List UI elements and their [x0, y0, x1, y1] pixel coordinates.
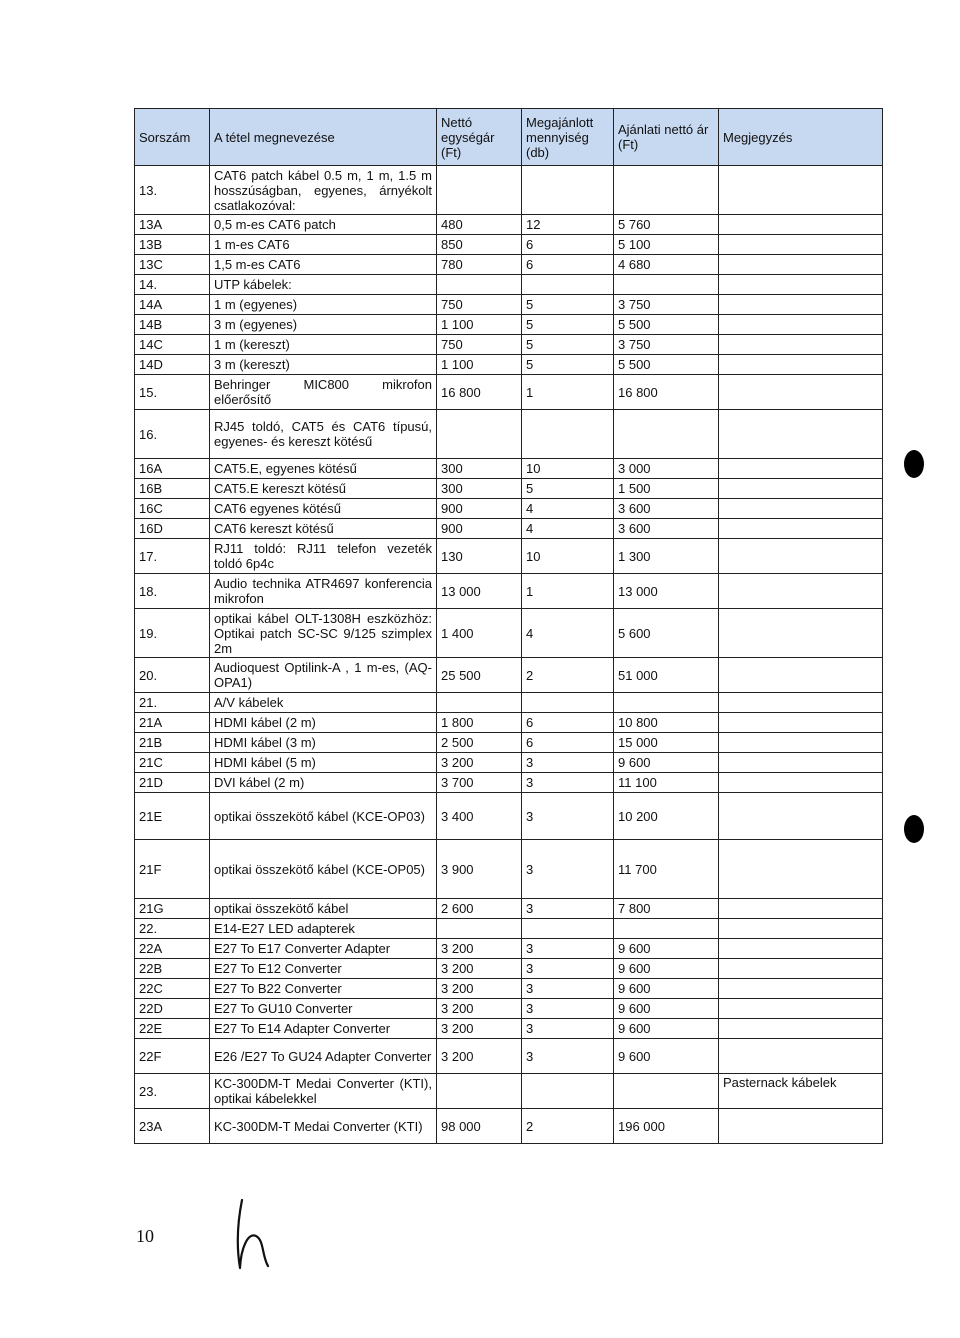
cell-name: E14-E27 LED adapterek [210, 919, 437, 939]
cell-offer-price [614, 919, 719, 939]
table-row [135, 1074, 883, 1109]
cell-note [719, 215, 883, 235]
cell-note [719, 255, 883, 275]
cell-offer-price [614, 693, 719, 713]
header-quantity: Megajánlott mennyiség (db) [522, 109, 614, 166]
cell-id: 22A [135, 939, 210, 959]
table-row [135, 479, 883, 499]
cell-quantity: 5 [522, 315, 614, 335]
cell-note [719, 410, 883, 459]
cell-unit-price: 3 200 [437, 979, 522, 999]
cell-quantity: 6 [522, 733, 614, 753]
header-row [135, 109, 883, 166]
table-row [135, 840, 883, 899]
cell-offer-price: 15 000 [614, 733, 719, 753]
cell-unit-price: 780 [437, 255, 522, 275]
header-unit-price: Nettó egységár (Ft) [437, 109, 522, 166]
cell-offer-price: 5 500 [614, 315, 719, 335]
cell-offer-price: 3 600 [614, 499, 719, 519]
handwritten-signature-icon [228, 1196, 278, 1272]
cell-name: DVI kábel (2 m) [210, 773, 437, 793]
cell-name: 1,5 m-es CAT6 [210, 255, 437, 275]
header-offer-price: Ajánlati nettó ár (Ft) [614, 109, 719, 166]
cell-id: 13C [135, 255, 210, 275]
table-row [135, 1109, 883, 1144]
cell-quantity: 3 [522, 979, 614, 999]
cell-quantity: 1 [522, 375, 614, 410]
cell-offer-price [614, 1074, 719, 1109]
cell-quantity: 10 [522, 539, 614, 574]
cell-unit-price: 3 900 [437, 840, 522, 899]
cell-name: Behringer MIC800 mikrofon előerősítő [210, 375, 437, 410]
cell-note [719, 693, 883, 713]
cell-id: 14D [135, 355, 210, 375]
cell-offer-price: 5 600 [614, 609, 719, 658]
cell-note [719, 375, 883, 410]
cell-quantity: 6 [522, 713, 614, 733]
cell-name: 0,5 m-es CAT6 patch [210, 215, 437, 235]
cell-quantity: 1 [522, 574, 614, 609]
cell-note [719, 1039, 883, 1074]
cell-unit-price: 3 200 [437, 753, 522, 773]
table-row [135, 773, 883, 793]
cell-name: RJ45 toldó, CAT5 és CAT6 típusú, egyenes- és kereszt kötésű [210, 410, 437, 459]
page-number: 10 [136, 1226, 154, 1246]
cell-id: 21C [135, 753, 210, 773]
cell-unit-price: 480 [437, 215, 522, 235]
cell-offer-price: 16 800 [614, 375, 719, 410]
cell-id: 13B [135, 235, 210, 255]
cell-quantity: 3 [522, 1039, 614, 1074]
signature [228, 1196, 278, 1277]
cell-offer-price: 1 500 [614, 479, 719, 499]
header-note: Megjegyzés [719, 109, 883, 166]
cell-offer-price: 51 000 [614, 658, 719, 693]
table-row [135, 793, 883, 840]
cell-note [719, 1109, 883, 1144]
cell-name: 1 m (kereszt) [210, 335, 437, 355]
table-row [135, 235, 883, 255]
cell-quantity: 4 [522, 609, 614, 658]
cell-note [719, 919, 883, 939]
cell-offer-price: 4 680 [614, 255, 719, 275]
cell-id: 21B [135, 733, 210, 753]
cell-id: 23. [135, 1074, 210, 1109]
cell-id: 21. [135, 693, 210, 713]
table-row [135, 519, 883, 539]
header-id: Sorszám [135, 109, 210, 166]
cell-note [719, 539, 883, 574]
table-row [135, 539, 883, 574]
cell-offer-price [614, 275, 719, 295]
cell-quantity: 4 [522, 499, 614, 519]
cell-name: CAT6 egyenes kötésű [210, 499, 437, 519]
table-row [135, 609, 883, 658]
cell-name: E27 To E12 Converter [210, 959, 437, 979]
cell-offer-price: 9 600 [614, 959, 719, 979]
table-row [135, 499, 883, 519]
cell-unit-price: 25 500 [437, 658, 522, 693]
table-row [135, 979, 883, 999]
cell-name: CAT5.E kereszt kötésű [210, 479, 437, 499]
cell-quantity: 3 [522, 840, 614, 899]
cell-id: 14C [135, 335, 210, 355]
cell-offer-price: 7 800 [614, 899, 719, 919]
cell-note [719, 335, 883, 355]
cell-offer-price: 3 750 [614, 295, 719, 315]
cell-offer-price: 9 600 [614, 753, 719, 773]
cell-name: CAT5.E, egyenes kötésű [210, 459, 437, 479]
cell-name: KC-300DM-T Medai Converter (KTI), optikai kábelekkel [210, 1074, 437, 1109]
cell-id: 22E [135, 1019, 210, 1039]
cell-name: E27 To E14 Adapter Converter [210, 1019, 437, 1039]
cell-offer-price: 9 600 [614, 1019, 719, 1039]
cell-quantity: 3 [522, 899, 614, 919]
cell-note [719, 959, 883, 979]
cell-note [719, 999, 883, 1019]
cell-id: 21F [135, 840, 210, 899]
cell-unit-price: 1 800 [437, 713, 522, 733]
cell-offer-price: 3 000 [614, 459, 719, 479]
cell-note [719, 479, 883, 499]
cell-id: 20. [135, 658, 210, 693]
table-row [135, 166, 883, 215]
cell-quantity [522, 410, 614, 459]
cell-unit-price: 3 200 [437, 939, 522, 959]
cell-id: 16C [135, 499, 210, 519]
cell-id: 18. [135, 574, 210, 609]
cell-quantity [522, 919, 614, 939]
table-row [135, 275, 883, 295]
cell-note [719, 733, 883, 753]
cell-unit-price [437, 410, 522, 459]
cell-quantity [522, 166, 614, 215]
cell-unit-price: 850 [437, 235, 522, 255]
cell-note [719, 519, 883, 539]
table-row [135, 410, 883, 459]
table-row [135, 355, 883, 375]
cell-id: 21E [135, 793, 210, 840]
cell-note [719, 315, 883, 335]
cell-unit-price: 1 400 [437, 609, 522, 658]
cell-name: 1 m-es CAT6 [210, 235, 437, 255]
cell-note [719, 609, 883, 658]
cell-name: 3 m (kereszt) [210, 355, 437, 375]
cell-quantity: 2 [522, 1109, 614, 1144]
cell-offer-price: 9 600 [614, 1039, 719, 1074]
cell-quantity: 6 [522, 255, 614, 275]
cell-name: E27 To GU10 Converter [210, 999, 437, 1019]
cell-name: CAT6 patch kábel 0.5 m, 1 m, 1.5 m hosszúságban, egyenes, árnyékolt csatlakozóval: [210, 166, 437, 215]
cell-offer-price: 10 800 [614, 713, 719, 733]
cell-note [719, 840, 883, 899]
table-row [135, 315, 883, 335]
cell-quantity: 5 [522, 295, 614, 315]
cell-note [719, 355, 883, 375]
cell-unit-price: 1 100 [437, 315, 522, 335]
cell-offer-price: 10 200 [614, 793, 719, 840]
cell-name: E26 /E27 To GU24 Adapter Converter [210, 1039, 437, 1074]
table-row [135, 658, 883, 693]
cell-note [719, 753, 883, 773]
cell-offer-price: 9 600 [614, 979, 719, 999]
cell-note: Pasternack kábelek [719, 1074, 883, 1109]
cell-note [719, 166, 883, 215]
cell-id: 22D [135, 999, 210, 1019]
cell-unit-price: 3 200 [437, 999, 522, 1019]
cell-unit-price: 13 000 [437, 574, 522, 609]
cell-quantity: 3 [522, 753, 614, 773]
table-row [135, 733, 883, 753]
cell-id: 14. [135, 275, 210, 295]
cell-name: optikai összekötő kábel (KCE-OP03) [210, 793, 437, 840]
cell-quantity: 5 [522, 355, 614, 375]
cell-unit-price: 3 200 [437, 959, 522, 979]
cell-name: Audioquest Optilink-A , 1 m-es, (AQ-OPA1) [210, 658, 437, 693]
cell-id: 16A [135, 459, 210, 479]
cell-note [719, 1019, 883, 1039]
table-row [135, 693, 883, 713]
cell-quantity [522, 275, 614, 295]
cell-id: 15. [135, 375, 210, 410]
cell-note [719, 459, 883, 479]
cell-name: E27 To B22 Converter [210, 979, 437, 999]
cell-quantity: 6 [522, 235, 614, 255]
cell-name: UTP kábelek: [210, 275, 437, 295]
cell-offer-price: 9 600 [614, 939, 719, 959]
cell-unit-price [437, 919, 522, 939]
table-row [135, 375, 883, 410]
cell-offer-price: 11 700 [614, 840, 719, 899]
table-row [135, 713, 883, 733]
cell-name: HDMI kábel (2 m) [210, 713, 437, 733]
cell-id: 19. [135, 609, 210, 658]
cell-offer-price: 9 600 [614, 999, 719, 1019]
cell-quantity: 3 [522, 939, 614, 959]
cell-offer-price: 5 500 [614, 355, 719, 375]
cell-note [719, 295, 883, 315]
cell-note [719, 899, 883, 919]
cell-offer-price: 5 760 [614, 215, 719, 235]
cell-quantity: 12 [522, 215, 614, 235]
cell-unit-price: 3 200 [437, 1019, 522, 1039]
cell-note [719, 979, 883, 999]
cell-id: 16D [135, 519, 210, 539]
cell-offer-price: 11 100 [614, 773, 719, 793]
cell-id: 22C [135, 979, 210, 999]
cell-name: RJ11 toldó: RJ11 telefon vezeték toldó 6p4c [210, 539, 437, 574]
cell-quantity [522, 693, 614, 713]
price-table [134, 108, 883, 1144]
cell-note [719, 793, 883, 840]
cell-id: 22B [135, 959, 210, 979]
cell-quantity: 4 [522, 519, 614, 539]
table-row [135, 939, 883, 959]
cell-unit-price: 130 [437, 539, 522, 574]
cell-unit-price: 300 [437, 459, 522, 479]
table-row [135, 753, 883, 773]
cell-id: 21A [135, 713, 210, 733]
cell-offer-price: 13 000 [614, 574, 719, 609]
cell-quantity: 3 [522, 793, 614, 840]
cell-unit-price: 750 [437, 295, 522, 315]
cell-offer-price: 5 100 [614, 235, 719, 255]
table-row [135, 335, 883, 355]
table-row [135, 1039, 883, 1074]
cell-quantity: 3 [522, 959, 614, 979]
cell-quantity: 2 [522, 658, 614, 693]
table-row [135, 999, 883, 1019]
cell-name: 1 m (egyenes) [210, 295, 437, 315]
cell-quantity: 3 [522, 999, 614, 1019]
cell-id: 14B [135, 315, 210, 335]
table-row [135, 295, 883, 315]
cell-offer-price [614, 166, 719, 215]
cell-unit-price [437, 693, 522, 713]
cell-note [719, 658, 883, 693]
cell-name: A/V kábelek [210, 693, 437, 713]
cell-unit-price: 3 700 [437, 773, 522, 793]
cell-offer-price: 196 000 [614, 1109, 719, 1144]
cell-name: KC-300DM-T Medai Converter (KTI) [210, 1109, 437, 1144]
cell-unit-price [437, 166, 522, 215]
table-row [135, 1019, 883, 1039]
header-name: A tétel megnevezése [210, 109, 437, 166]
cell-id: 16. [135, 410, 210, 459]
cell-unit-price: 3 400 [437, 793, 522, 840]
cell-unit-price: 750 [437, 335, 522, 355]
cell-note [719, 939, 883, 959]
cell-name: HDMI kábel (5 m) [210, 753, 437, 773]
cell-unit-price: 900 [437, 499, 522, 519]
cell-unit-price [437, 275, 522, 295]
cell-name: CAT6 kereszt kötésű [210, 519, 437, 539]
cell-id: 23A [135, 1109, 210, 1144]
cell-note [719, 574, 883, 609]
cell-name: optikai összekötő kábel (KCE-OP05) [210, 840, 437, 899]
cell-name: E27 To E17 Converter Adapter [210, 939, 437, 959]
cell-quantity: 10 [522, 459, 614, 479]
cell-unit-price: 16 800 [437, 375, 522, 410]
cell-unit-price: 1 100 [437, 355, 522, 375]
cell-name: Audio technika ATR4697 konferencia mikrofon [210, 574, 437, 609]
cell-id: 22F [135, 1039, 210, 1074]
table-row [135, 959, 883, 979]
cell-unit-price: 300 [437, 479, 522, 499]
cell-unit-price: 3 200 [437, 1039, 522, 1074]
cell-id: 17. [135, 539, 210, 574]
cell-note [719, 773, 883, 793]
cell-note [719, 235, 883, 255]
cell-name: optikai kábel OLT-1308H eszközhöz: Optikai patch SC-SC 9/125 szimplex 2m [210, 609, 437, 658]
cell-unit-price: 2 500 [437, 733, 522, 753]
cell-note [719, 499, 883, 519]
cell-id: 22. [135, 919, 210, 939]
cell-unit-price [437, 1074, 522, 1109]
cell-quantity: 3 [522, 1019, 614, 1039]
table-row [135, 459, 883, 479]
table-row [135, 255, 883, 275]
cell-id: 13A [135, 215, 210, 235]
cell-quantity: 3 [522, 773, 614, 793]
cell-id: 21G [135, 899, 210, 919]
table-row [135, 215, 883, 235]
cell-note [719, 713, 883, 733]
cell-offer-price: 3 600 [614, 519, 719, 539]
cell-offer-price: 1 300 [614, 539, 719, 574]
cell-quantity [522, 1074, 614, 1109]
cell-offer-price [614, 410, 719, 459]
cell-name: 3 m (egyenes) [210, 315, 437, 335]
cell-name: HDMI kábel (3 m) [210, 733, 437, 753]
cell-unit-price: 2 600 [437, 899, 522, 919]
table-row [135, 899, 883, 919]
cell-id: 14A [135, 295, 210, 315]
punch-hole-mark [904, 815, 924, 843]
cell-quantity: 5 [522, 335, 614, 355]
cell-name: optikai összekötő kábel [210, 899, 437, 919]
cell-offer-price: 3 750 [614, 335, 719, 355]
table-row [135, 574, 883, 609]
punch-hole-mark [904, 450, 924, 478]
cell-unit-price: 900 [437, 519, 522, 539]
cell-quantity: 5 [522, 479, 614, 499]
cell-unit-price: 98 000 [437, 1109, 522, 1144]
cell-note [719, 275, 883, 295]
table-row [135, 919, 883, 939]
cell-id: 13. [135, 166, 210, 215]
cell-id: 16B [135, 479, 210, 499]
cell-id: 21D [135, 773, 210, 793]
